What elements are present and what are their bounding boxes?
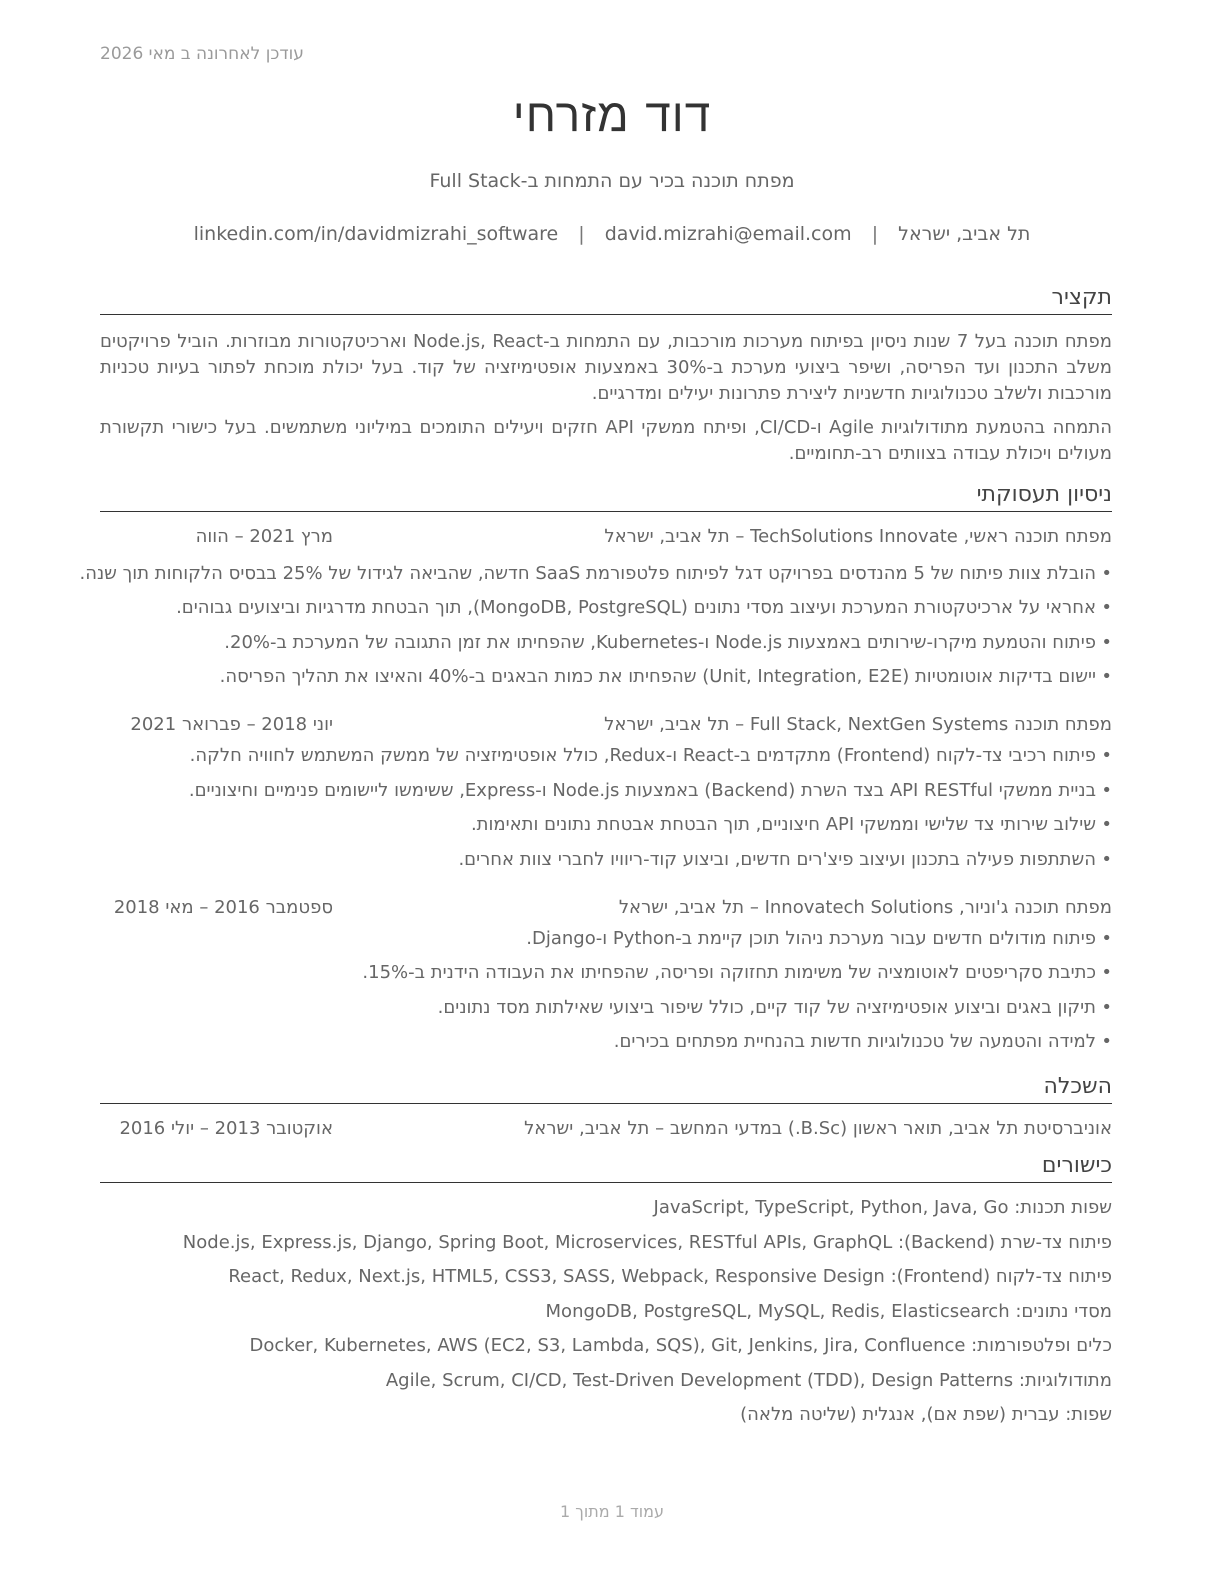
skills-list [100,1195,1112,1428]
section-title-skills: כישורים [100,1152,1112,1183]
job-bullets [100,743,1112,873]
skill-line: מסדי נתונים: MongoDB, PostgreSQL, MySQL, Redis, Elasticsearch [545,1300,1112,1322]
bullet-text: שילוב שירותי צד שלישי וממשקי API חיצוניים, תוך הבטחת אבטחת נתונים ותאימות. [470,814,1096,835]
bullet-marker: • [1101,779,1112,801]
section-title-education: השכלה [100,1073,1112,1104]
bullet-marker: • [1101,927,1112,949]
job-header [100,714,1112,740]
job-bullets [100,926,1112,1056]
education-entry [100,1118,1112,1144]
job-bullet [100,630,1112,656]
bullet-marker: • [1101,962,1112,983]
job-entry [100,714,1112,873]
job-bullet [100,960,1112,986]
bullet-marker: • [1101,666,1112,687]
job-header [100,526,1112,552]
skill-line: פיתוח צד-לקוח (Frontend): React, Redux, Next.js, HTML5, CSS3, SASS, Webpack, Responsive Design [228,1266,1112,1287]
bullet-marker: • [1101,631,1112,653]
candidate-name: דוד מזרחי [512,88,712,142]
last-updated-note: עודכן לאחרונה ב מאי 2026 [100,44,304,64]
bullet-marker: • [1101,745,1112,766]
location: תל אביב, ישראל [898,223,1031,245]
experience-section [79,481,1112,1055]
job-title: מפתח תוכנה Full Stack, NextGen Systems – תל אביב, ישראל [604,714,1112,735]
job-entry [100,897,1112,1056]
job-bullet [100,778,1112,804]
bullet-text: פיתוח והטמעת מיקרו-שירותים באמצעות Node.js ו-Kubernetes, שהפחיתו את זמן התגובה של המערכת ב-20%. [224,631,1096,653]
job-dates: מרץ 2021 – הווה [195,526,333,547]
bullet-text: בניית ממשקי API RESTful בצד השרת (Backend) באמצעות Node.js ו-Express, ששימשו ליישומים פנימיים וחיצוניים. [188,779,1096,801]
bullet-marker: • [1101,597,1112,618]
skill-line: פיתוח צד-שרת (Backend): Node.js, Express.js, Django, Spring Boot, Microservices, RESTful APIs, GraphQL [182,1231,1112,1253]
email-link[interactable]: david.mizrahi@email.com [604,223,852,245]
bullet-text: פיתוח מודולים חדשים עבור מערכת ניהול תוכן קיימת ב-Python ו-Django. [526,927,1096,949]
summary-section [100,284,1112,467]
bullet-text: למידה והטמעה של טכנולוגיות חדשות בהנחיית מפתחים בכירים. [613,1031,1096,1052]
separator: | [871,223,879,245]
section-title-summary: תקציר [100,284,1112,315]
job-bullet [100,926,1112,952]
education-section [100,1073,1112,1144]
job-bullet [100,664,1112,690]
resume-body [79,276,1113,1428]
skill-line: שפות תכנות: JavaScript, TypeScript, Python, Java, Go [653,1197,1112,1218]
job-bullet [100,847,1112,873]
contact-line [0,223,1224,245]
candidate-subtitle: מפתח תוכנה בכיר עם התמחות ב-Full Stack [429,170,795,192]
skill-line: מתודולוגיות: Agile, Scrum, CI/CD, Test-Driven Development (TDD), Design Patterns [385,1369,1112,1391]
page-number: עמוד 1 מתוך 1 [560,1502,664,1521]
bullet-text: השתתפות פעילה בתכנון ועיצוב פיצ'רים חדשים, וביצוע קוד-ריוויו לחברי צוות אחרים. [458,848,1096,870]
bullet-marker: • [1101,1031,1112,1052]
bullet-marker: • [1101,814,1112,835]
job-bullet [100,995,1112,1021]
education-dates: אוקטובר 2013 – יולי 2016 [119,1118,333,1139]
job-title: מפתח תוכנה ראשי, TechSolutions Innovate – תל אביב, ישראל [604,526,1112,547]
section-title-experience: ניסיון תעסוקתי [100,481,1112,512]
job-bullet [100,812,1112,838]
skill-line: שפות: עברית (שפת אם), אנגלית (שליטה מלאה) [740,1404,1112,1425]
bullet-text: הובלת צוות פיתוח של 5 מהנדסים בפרויקט דגל לפיתוח פלטפורמת SaaS חדשה, שהביאה לגידול של 25% בבסיס הלקוחות תוך שנה. [79,562,1096,584]
education-degree: אוניברסיטת תל אביב, תואר ראשון (B.Sc.) במדעי המחשב – תל אביב, ישראל [524,1118,1112,1139]
job-header [100,897,1112,923]
bullet-text: פיתוח רכיבי צד-לקוח (Frontend) מתקדמים ב-React ו-Redux, כולל אופטימיזציה של ממשק המשתמש לחוויה חלקה. [189,745,1096,766]
job-dates: ספטמבר 2016 – מאי 2018 [113,896,333,918]
summary-paragraph: מפתח תוכנה בעל 7 שנות ניסיון בפיתוח מערכות מורכבות, עם התמחות ב-Node.js, React וארכיטקטורות מבוזרות. הוביל פרויקטים משלב התכנון ועד הפריסה, ושיפר ביצועי מערכת ב-30% באמצעות אופטימיזציה של קוד. בעל יכולת מוכחת לפתור בעיות טכניות מורכבות ולשלב טכנולוגיות חדשניות ליצירת פתרונות יעילים ומדרגיים. [100,331,1113,404]
bullet-text: תיקון באגים וביצוע אופטימיזציה של קוד קיים, כולל שיפור ביצועי שאילתות מסד נתונים. [437,996,1096,1018]
job-bullet [100,1029,1112,1055]
job-bullet [79,561,1112,587]
separator: | [578,223,585,245]
job-dates: יוני 2018 – פברואר 2021 [130,714,333,735]
bullet-marker: • [1101,996,1112,1018]
bullet-text: אחראי על ארכיטקטורת המערכת ועיצוב מסדי נתונים (MongoDB, PostgreSQL), תוך הבטחת מדרגיות וביצועים גבוהים. [176,597,1096,618]
skills-section [100,1152,1112,1428]
skill-line: כלים ופלטפורמות: Docker, Kubernetes, AWS (EC2, S3, Lambda, SQS), Git, Jenkins, Jira, Confluence [249,1335,1112,1356]
bullet-marker: • [1101,848,1112,870]
job-bullets [79,561,1112,691]
job-title: מפתח תוכנה ג'וניור, Innovatech Solutions – תל אביב, ישראל [618,896,1112,918]
bullet-text: יישום בדיקות אוטומטיות (Unit, Integration, E2E) שהפחיתו את כמות הבאגים ב-40% והאיצו את תהליך הפריסה. [219,666,1096,687]
summary-paragraph: התמחה בהטמעת מתודולוגיות Agile ו-CI/CD, ופיתח ממשקי API חזקים ויעילים התומכים במיליוני משתמשים. בעל כישורי תקשורת מעולים ויכולת עבודה בצוותים רב-תחומיים. [100,417,1112,464]
job-bullet [100,743,1112,769]
linkedin-link[interactable]: linkedin.com/in/davidmizrahi_software [193,223,559,245]
job-bullet [100,595,1112,621]
bullet-marker: • [1101,562,1112,584]
job-entry [79,526,1112,690]
bullet-text: כתיבת סקריפטים לאוטומציה של משימות תחזוקה ופריסה, שהפחיתו את העבודה הידנית ב-15%. [362,962,1096,983]
